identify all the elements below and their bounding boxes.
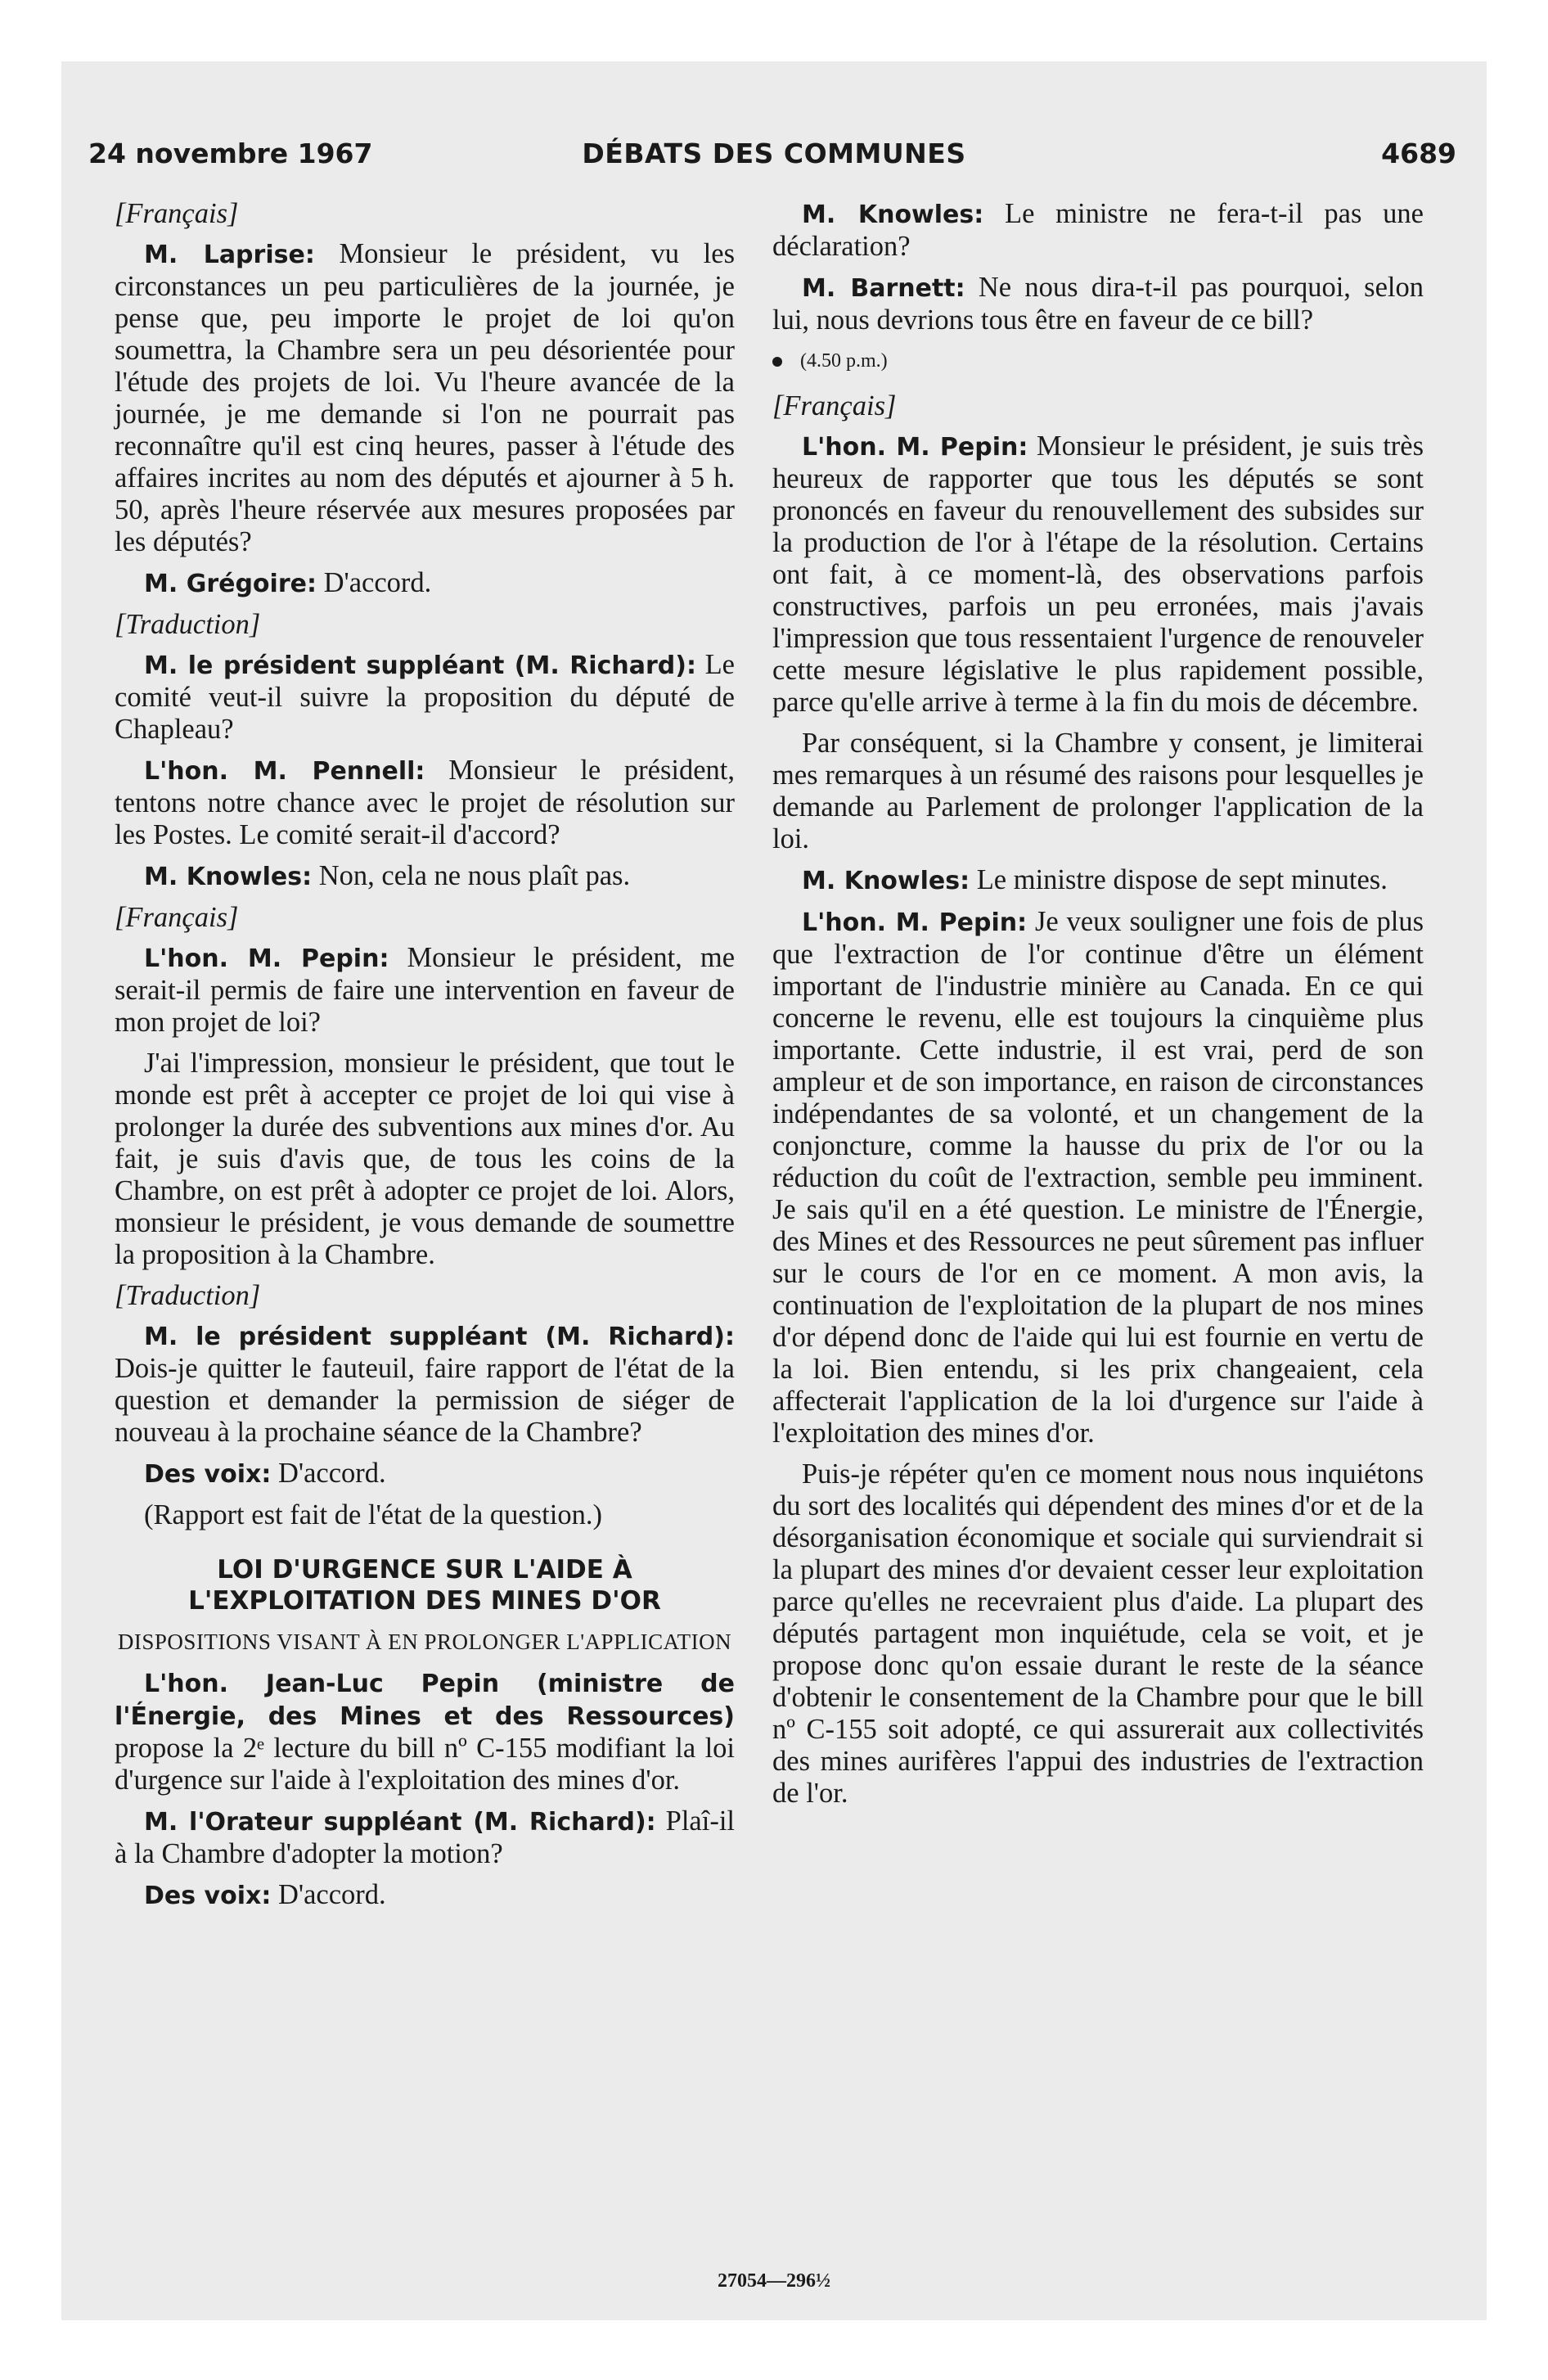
time-text: (4.50 p.m.) (800, 350, 888, 372)
speech-text: D'accord. (323, 567, 432, 598)
speech-l-hon-m-pepin (772, 906, 1424, 1449)
speech-l-hon-jean-luc-pepin (115, 1667, 735, 1796)
speech-text: Le comité veut-il suivre la proposition du député de Chapleau? (115, 649, 735, 745)
speech-m-knowles (115, 860, 735, 893)
language-tag: [Français] (772, 390, 897, 421)
speaker-name: M. Knowles: (802, 201, 984, 229)
speech-continuation (772, 1458, 1424, 1810)
right-column (772, 198, 1424, 1819)
speech-text: Le ministre ne fera-t-il pas une déclaration? (772, 198, 1424, 262)
speech-text: propose la 2ᵉ lecture du bill nº C-155 modifiant la loi d'urgence sur l'aide à l'exploitation des mines d'or. (115, 1733, 735, 1796)
speaker-name: L'hon. M. Pepin: (802, 908, 1028, 937)
speaker-name: L'hon. M. Pepin: (802, 433, 1028, 462)
speech-text: Le ministre dispose de sept minutes. (976, 864, 1388, 895)
speech-m-laprise (115, 238, 735, 558)
language-tag: [Français] (115, 198, 239, 229)
speech-text: Puis-je répéter qu'en ce moment nous nous inquiétons du sort des localités qui dépendent des mines d'or et de la désorganisation économique et sociale qui surviendrait si la plupart des mines d'or devaient cesser leur exploitation parce qu'elles ne recevraient plus d'aide. La plupart des députés partagent mon inquiétude, cela se voit, et je propose donc qu'on essaie durant le reste de la séance d'obtenir le consentement de la Chambre pour que le bill nº C-155 soit adopté, ce qui assurerait aux collectivités des mines aurifères l'appui des industries de l'extraction de l'or. (772, 1458, 1424, 1809)
speech-m-le-president-suppleant (115, 649, 735, 746)
left-column (115, 198, 735, 1921)
speech-text: Par conséquent, si la Chambre y consent, je limiterai mes remarques à un résumé des raisons pour lesquelles je demande au Parlement de prolonger l'application de la loi. (772, 728, 1424, 854)
speech-text: Monsieur le président, me serait-il permis de faire une intervention en faveur de mon projet de loi? (115, 942, 736, 1038)
section-subheading: DISPOSITIONS VISANT À EN PROLONGER L'APPLICATION (117, 1629, 732, 1654)
page-number: 4689 (1381, 137, 1456, 169)
section-heading: LOI D'URGENCE SUR L'AIDE À L'EXPLOITATION DES MINES D'OR (188, 1555, 661, 1616)
speaker-name: M. l'Orateur suppléant (M. Richard): (144, 1808, 656, 1837)
language-tag: [Traduction] (115, 1280, 261, 1311)
speech-des-voix (115, 1458, 735, 1490)
speaker-name: Des voix: (144, 1460, 272, 1489)
running-title: DÉBATS DES COMMUNES (582, 137, 966, 169)
speaker-name: L'hon. M. Pepin: (144, 944, 389, 973)
speech-text: D'accord. (277, 1879, 386, 1910)
speaker-name: M. Knowles: (802, 867, 970, 895)
bullet-dot-icon (772, 357, 782, 367)
speech-continuation (772, 728, 1424, 855)
speech-text: Monsieur le président, vu les circonstances un peu particulières de la journée, je pense que, peu importe le projet de loi qu'on soumettra, la Chambre sera un peu désorientée pour l'étude des projets de loi. Vu l'heure avancée de la journée, je me demande si l'on ne pourrait pas reconnaître qu'il est cinq heures, passer à l'étude des affaires incrites au nom des députés et ajourner à 5 h. 50, après l'heure réservée aux mesures proposées par les députés? (115, 238, 736, 557)
speech-text: Monsieur le président, je suis très heureux de rapporter que tous les députés se sont prononcés en faveur du renouvellement des subsides sur la production de l'or à l'étape de la résolution. Certains ont fait, à ce moment-là, des observations parfois constructives, parfois un peu erronées, mais j'avais l'impression que tous ressentaient l'urgence de renouveler cette mesure législative le plus rapidement possible, parce qu'elle arrive à terme à la fin du mois de décembre. (772, 430, 1424, 718)
speech-m-knowles (772, 198, 1424, 263)
speech-l-hon-m-pepin (772, 430, 1424, 719)
speaker-name: L'hon. Jean-Luc Pepin (ministre de l'Énergie, des Mines et des Ressources) (115, 1670, 735, 1731)
speech-text: J'ai l'impression, monsieur le président, que tout le monde est prêt à accepter ce projet de loi qui vise à prolonger la durée des subventions aux mines d'or. Au fait, je suis d'avis que, de tous les coins de la Chambre, on est prêt à adopter ce projet de loi. Alors, monsieur le président, je vous demande de soumettre la proposition à la Chambre. (115, 1048, 735, 1270)
speaker-name: M. Barnett: (802, 274, 965, 303)
speech-text: Plaî-il à la Chambre d'adopter la motion? (115, 1805, 735, 1869)
speaker-name: M. le président suppléant (M. Richard): (144, 1323, 735, 1351)
speaker-name: M. Grégoire: (144, 570, 317, 598)
speech-text: D'accord. (277, 1458, 386, 1489)
speech-m-barnett (772, 272, 1424, 336)
speech-m-knowles (772, 864, 1424, 897)
time-marker (772, 345, 1424, 377)
speaker-name: Des voix: (144, 1882, 272, 1910)
speech-text: Monsieur le président, tentons notre chance avec le projet de résolution sur les Postes. Le comité serait-il d'accord? (115, 755, 735, 850)
speech-des-voix (115, 1879, 735, 1912)
language-tag: [Français] (115, 902, 239, 933)
printer-code: 27054—296½ (718, 2270, 830, 2292)
speech-m-gregoire (115, 567, 735, 600)
speech-continuation (115, 1048, 735, 1271)
speech-m-le-president-suppleant (115, 1320, 735, 1449)
speech-l-hon-m-pepin (115, 942, 735, 1039)
speech-text: Ne nous dira-t-il pas pourquoi, selon lui, nous devrions tous être en faveur de ce bill? (772, 272, 1424, 336)
speech-text: Non, cela ne nous plaît pas. (318, 860, 631, 891)
speech-continuation (115, 1499, 735, 1531)
speaker-name: L'hon. M. Pennell: (144, 757, 425, 786)
speaker-name: M. Laprise: (144, 241, 315, 269)
speech-text: Je veux souligner une fois de plus que l'extraction de l'or continue d'être un élément important de l'industrie minière au Canada. En ce qui concerne le revenu, elle est toujours la cinquième plus importante. Cette industrie, il est vrai, perd de son ampleur et de son importance, en raison de circonstances indépendantes de sa volonté, et un changement de la conjoncture, comme la hausse du prix de l'or ou la réduction du coût de l'extraction, semble peu imminent. Je sais qu'il en a été question. Le ministre de l'Énergie, des Mines et des Ressources ne peut sûrement pas influer sur le cours de l'or en ce moment. A mon avis, la continuation de l'exploitation de la plupart de nos mines d'or dépend donc de l'aide qui lui est fournie en vertu de la loi. Bien entendu, si les prix changeaient, cela affecterait l'application de la loi d'urgence sur l'aide à l'exploitation des mines d'or. (772, 906, 1424, 1449)
speech-l-hon-m-pennell (115, 755, 735, 851)
language-tag: [Traduction] (115, 609, 261, 640)
speech-text: (Rapport est fait de l'état de la question.) (144, 1499, 602, 1530)
page-date: 24 novembre 1967 (88, 137, 373, 169)
speaker-name: M. Knowles: (144, 863, 313, 891)
speech-text: Dois-je quitter le fauteuil, faire rapport de l'état de la question et demander la permission de siéger de nouveau à la prochaine séance de la Chambre? (115, 1353, 735, 1448)
speech-m-l-orateur-suppleant (115, 1805, 735, 1870)
speaker-name: M. le président suppléant (M. Richard): (144, 651, 696, 680)
